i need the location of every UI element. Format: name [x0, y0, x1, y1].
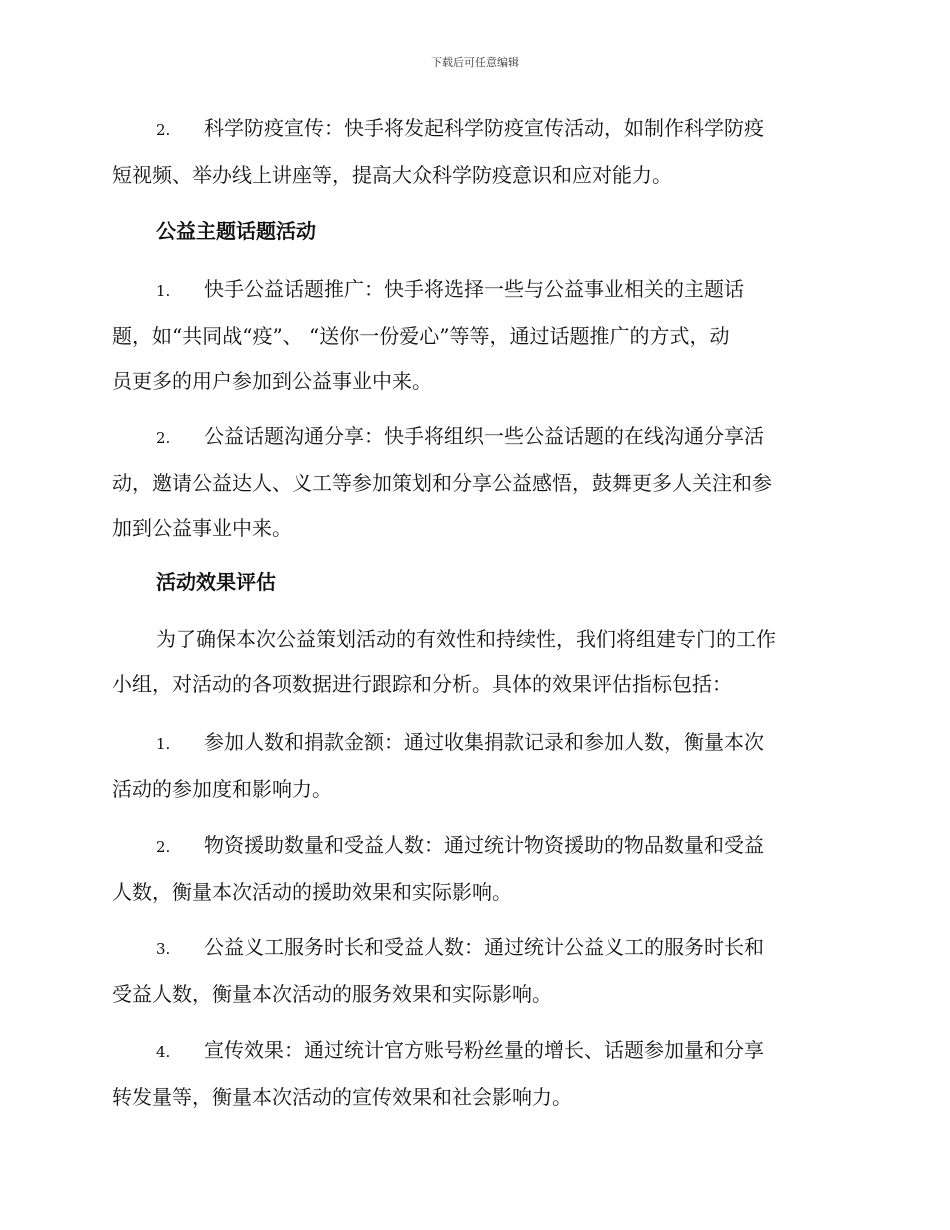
list-text-cont: 受益人数，衡量本次活动的服务效果和实际影响。: [112, 982, 552, 1006]
list-text-cont: 加到公益事业中来。: [112, 516, 292, 540]
paragraph: [112, 617, 837, 707]
list-text-cont: 短视频、举办线上讲座等，提高大众科学防疫意识和应对能力。: [112, 163, 672, 187]
list-text: 公益话题沟通分享：快手将组织一些公益话题的在线沟通分享活: [204, 424, 764, 448]
list-text-cont: 员更多的用户参加到公益事业中来。: [112, 369, 432, 393]
list-text: 物资援助数量和受益人数：通过统计物资援助的物品数量和受益: [204, 833, 764, 857]
list-text: 科学防疫宣传：快手将发起科学防疫宣传活动，如制作科学防疫: [204, 116, 764, 140]
list-number: 3.: [156, 940, 171, 958]
list-item: [112, 720, 837, 812]
list-number: 2.: [156, 121, 171, 139]
list-number: 2.: [156, 429, 171, 447]
paragraph-text-cont: 小组，对活动的各项数据进行跟踪和分析。具体的效果评估指标包括：: [112, 672, 732, 696]
list-item: [112, 925, 837, 1017]
list-text-cont: 活动的参加度和影响力。: [112, 777, 332, 801]
list-item: [112, 1028, 837, 1120]
list-text-cont: 转发量等，衡量本次活动的宣传效果和社会影响力。: [112, 1085, 572, 1109]
list-number: 1.: [156, 282, 171, 300]
list-item: [112, 106, 837, 198]
list-text: 快手公益话题推广：快手将选择一些与公益事业相关的主题话: [204, 277, 744, 301]
page-header: 下载后可任意编辑: [431, 56, 519, 69]
section-heading: 公益主题话题活动: [156, 219, 316, 243]
list-text-cont: 动，邀请公益达人、义工等参加策划和分享公益感悟，鼓舞更多人关注和参: [112, 471, 772, 495]
list-text: 参加人数和捐款金额：通过收集捐款记录和参加人数，衡量本次: [204, 730, 764, 754]
list-text-cont: 题，如“共同战“疫”、 “送你一份爱心”等等，通过话题推广的方式，动: [112, 324, 730, 348]
list-item: [112, 267, 837, 404]
list-text: 宣传效果：通过统计官方账号粉丝量的增长、话题参加量和分享: [204, 1038, 764, 1062]
list-item: [112, 823, 837, 915]
list-item: [112, 414, 837, 551]
list-number: 1.: [156, 735, 171, 753]
list-number: 4.: [156, 1043, 171, 1061]
list-text-cont: 人数，衡量本次活动的援助效果和实际影响。: [112, 880, 512, 904]
paragraph-text: 为了确保本次公益策划活动的有效性和持续性，我们将组建专门的工作: [156, 627, 776, 651]
section-heading: 活动效果评估: [156, 570, 276, 594]
list-number: 2.: [156, 838, 171, 856]
list-text: 公益义工服务时长和受益人数：通过统计公益义工的服务时长和: [204, 935, 764, 959]
